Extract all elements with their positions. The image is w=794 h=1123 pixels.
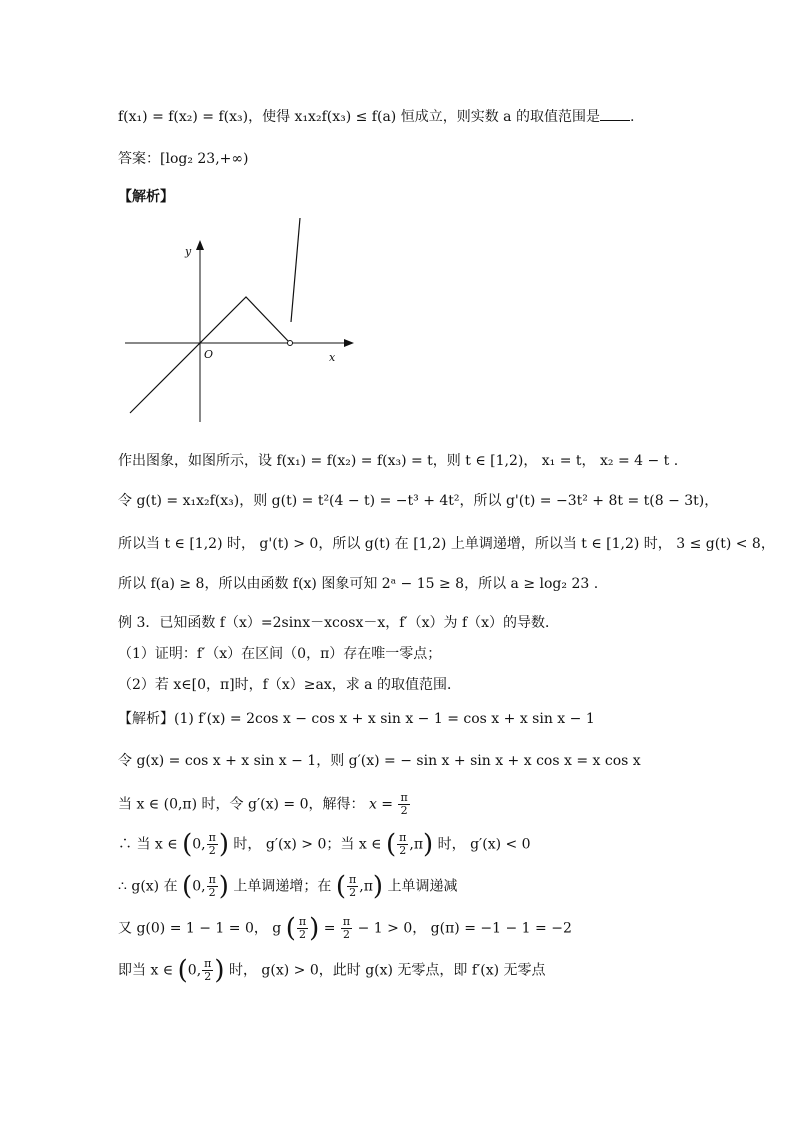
line-14: ∴ 当 x ∈ (0, $\frac{\pi}{2}$ ) 时， g′(x) > 0；当 x ∈ ( $\frac{\pi}{2}$ ,π) 时， g′(x) < 0 <box>118 829 531 860</box>
line-7: 所以 f(a) ≥ 8，所以由函数 f(x) 图象可知 2ᵃ − 15 ≥ 8，所以 a ≥ log₂ 23 . <box>118 576 599 592</box>
line-11: 【解析】(1) f′(x) = 2cos x − cos x + x sin x − 1 = cos x + x sin x − 1 <box>118 711 595 727</box>
line-5: 令 g(t) = x₁x₂f(x₃)，则 g(t) = t²(4 − t) = −t³ + 4t²，所以 g'(t) = −3t² + 8t = t(8 − 3t)， <box>118 493 719 509</box>
line-15: ∴ g(x) 在 (0, $\frac{\pi}{2}$ ) 上单调递增；在 ( $\frac{\pi}{2}$ ,π) 上单调递减 <box>118 871 458 902</box>
answer-line: 答案：[log₂ 23,+∞) <box>118 151 249 167</box>
line-1: f(x₁) = f(x₂) = f(x₃)，使得 x₁x₂f(x₃) ≤ f(a) 恒成立，则实数 a 的取值范围是 . <box>118 106 634 126</box>
x-axis-label: x <box>329 351 336 364</box>
example-3-statement: 例 3．已知函数 f（x）=2sinx－xcosx－x，f′（x）为 f（x）的导数． <box>118 615 560 631</box>
answer-blank <box>600 106 630 121</box>
part-2-statement: （2）若 x∈[0，π]时，f（x）≥ax，求 a 的取值范围． <box>118 677 461 693</box>
y-axis-label: y <box>185 245 192 258</box>
line-13: 当 x ∈ (0,π) 时，令 g′(x) = 0，解得： x = $\frac{\pi}{2}$ <box>118 791 408 817</box>
pi-over-2-fraction: $\frac{\pi}{2}$ <box>400 791 408 817</box>
line-12: 令 g(x) = cos x + x sin x − 1，则 g′(x) = − sin x + sin x + x cos x = x cos x <box>118 753 641 769</box>
problem-continuation: f(x₁) = f(x₂) = f(x₃)，使得 x₁x₂f(x₃) ≤ f(a) 恒成立，则实数 a 的取值范围是 <box>118 109 600 125</box>
line-6: 所以当 t ∈ [1,2) 时， g'(t) > 0，所以 g(t) 在 [1,2) 上单调递增，所以当 t ∈ [1,2) 时， 3 ≤ g(t) < 8， <box>118 536 775 552</box>
origin-label: O <box>204 348 214 361</box>
line-4: 作出图象，如图所示，设 f(x₁) = f(x₂) = f(x₃) = t，则 t ∈ [1,2)， x₁ = t， x₂ = 4 − t . <box>118 453 679 469</box>
analysis-heading-1: 【解析】 <box>118 189 174 205</box>
line-16: 又 g(0) = 1 − 1 = 0， g ( $\frac{\pi}{2}$ ) = $\frac{\pi}{2}$ − 1 > 0， g(π) = −1 − 1 = −2 <box>118 913 572 944</box>
function-graph <box>118 210 368 430</box>
line-17: 即当 x ∈ (0, $\frac{\pi}{2}$ ) 时， g(x) > 0，此时 g(x) 无零点，即 f′(x) 无零点 <box>118 955 546 986</box>
part-1-statement: （1）证明：f′（x）在区间（0，π）存在唯一零点； <box>118 646 442 662</box>
